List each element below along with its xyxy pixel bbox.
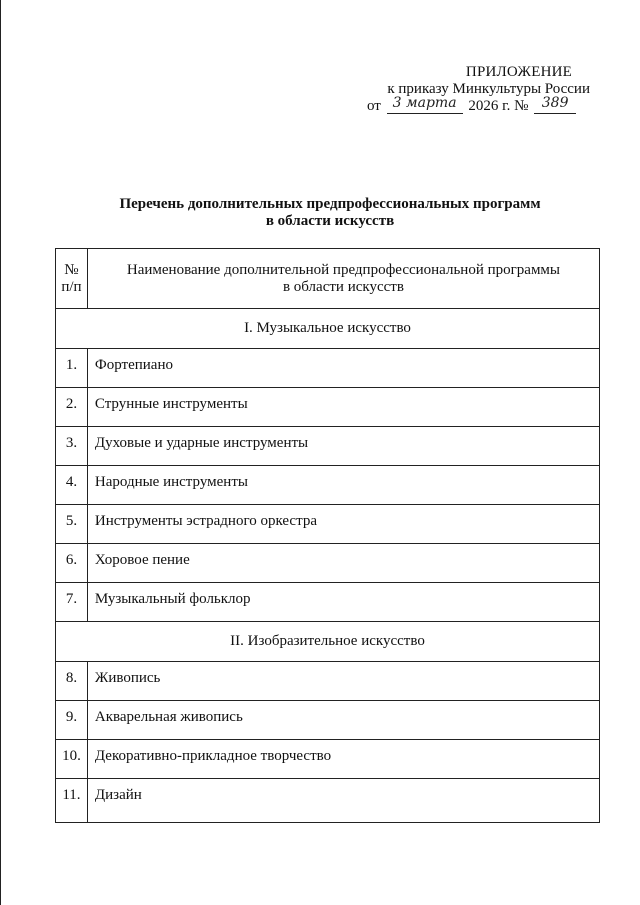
row-program-name: Хоровое пение [87, 544, 599, 583]
appendix-header [340, 64, 590, 115]
row-number: 4. [56, 466, 88, 505]
table-row [56, 544, 600, 583]
header-name-cell [87, 249, 599, 309]
row-number: 2. [56, 388, 88, 427]
row-number: 1. [56, 349, 88, 388]
header-name-line-1: Наименование дополнительной предпрофессиональной программы [126, 261, 561, 278]
handwritten-number-text: 389 [541, 95, 569, 111]
year-text: 2026 г. № [468, 98, 529, 114]
section-title: I. Музыкальное искусство [56, 309, 600, 349]
row-program-name: Струнные инструменты [87, 388, 599, 427]
handwritten-date [387, 95, 463, 114]
header-number-line-2: п/п [61, 278, 82, 295]
row-number: 9. [56, 701, 88, 740]
row-program-name: Акварельная живопись [87, 701, 599, 740]
row-number: 7. [56, 583, 88, 622]
table-row [56, 740, 600, 779]
table-row [56, 388, 600, 427]
table-row [56, 779, 600, 823]
table-row [56, 466, 600, 505]
table-row [56, 427, 600, 466]
order-date-number [340, 95, 590, 115]
row-number: 3. [56, 427, 88, 466]
row-program-name: Инструменты эстрадного оркестра [87, 505, 599, 544]
document-title [60, 196, 600, 230]
row-program-name: Музыкальный фольклор [87, 583, 599, 622]
row-program-name: Фортепиано [87, 349, 599, 388]
order-reference: к приказу Минкультуры России [387, 81, 590, 97]
row-number: 8. [56, 662, 88, 701]
table-row [56, 505, 600, 544]
programs-table [55, 248, 600, 823]
row-number: 10. [56, 740, 88, 779]
table-header-row [56, 249, 600, 309]
header-number-line-1: № [64, 261, 79, 278]
row-program-name: Народные инструменты [87, 466, 599, 505]
table-row [56, 701, 600, 740]
row-number: 11. [56, 779, 88, 823]
row-program-name: Живопись [87, 662, 599, 701]
handwritten-number [534, 95, 576, 114]
date-prefix: от [367, 98, 381, 114]
table-row [56, 583, 600, 622]
row-program-name: Дизайн [87, 779, 599, 823]
document-title-line-1: Перечень дополнительных предпрофессиональных программ [119, 196, 541, 212]
table-row [56, 662, 600, 701]
section-row-music [56, 309, 600, 349]
handwritten-date-text: 3 марта [392, 95, 457, 111]
row-number: 6. [56, 544, 88, 583]
section-title: II. Изобразительное искусство [56, 622, 600, 662]
section-row-fine-arts [56, 622, 600, 662]
table-row [56, 349, 600, 388]
page-left-edge [0, 0, 1, 905]
row-program-name: Духовые и ударные инструменты [87, 427, 599, 466]
appendix-label: ПРИЛОЖЕНИЕ [465, 64, 572, 80]
row-program-name: Декоративно-прикладное творчество [87, 740, 599, 779]
row-number: 5. [56, 505, 88, 544]
header-name-line-2: в области искусств [282, 278, 404, 295]
header-number-cell [56, 249, 88, 309]
document-title-line-2: в области искусств [265, 213, 395, 229]
